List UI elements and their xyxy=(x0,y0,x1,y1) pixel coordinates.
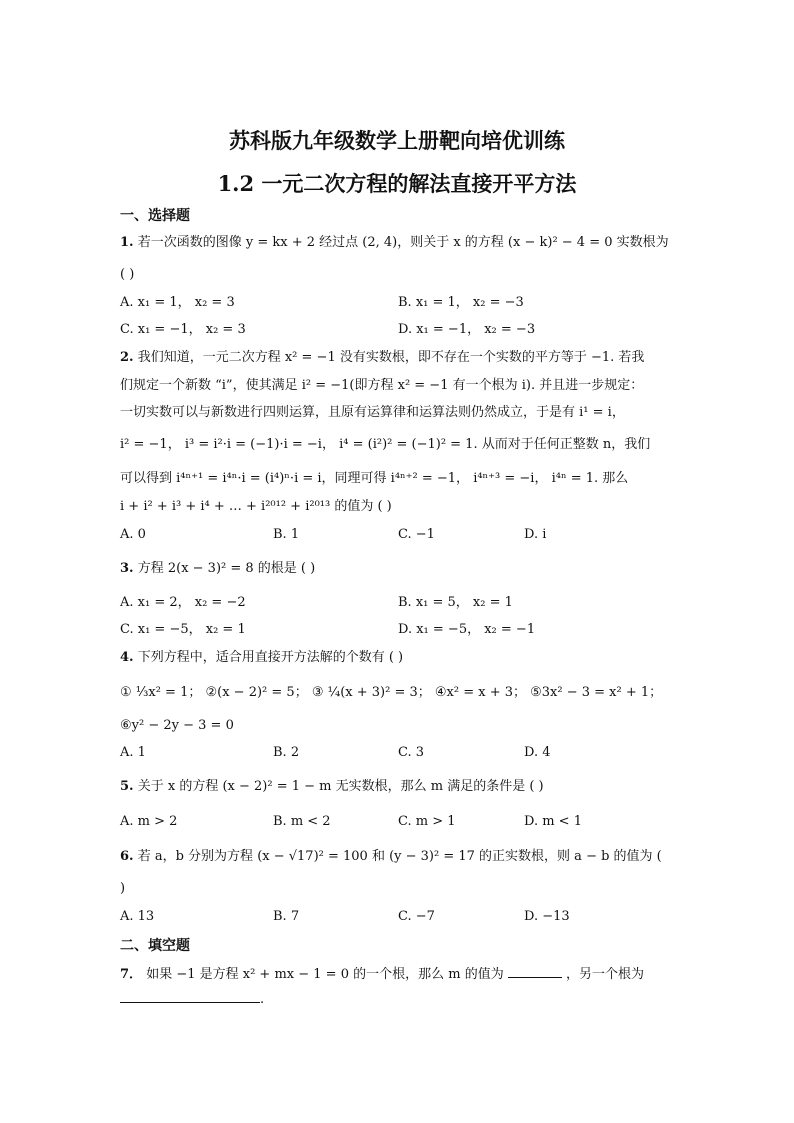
q3-option-b[interactable]: B. x₁ = 5， x₂ = 1 xyxy=(398,595,513,610)
q7-stem xyxy=(120,965,644,981)
q3-number: 3. xyxy=(120,561,134,576)
doc-subtitle: 1.2 一元二次方程的解法直接开平方法 xyxy=(217,171,577,196)
q7-text-a: 如果 −1 是方程 x² + mx − 1 = 0 的一个根，那么 m 的值为 xyxy=(146,967,504,982)
q2-option-d[interactable]: D. i xyxy=(524,527,547,542)
q6-option-c[interactable]: C. −7 xyxy=(398,909,435,924)
q1-option-c[interactable]: C. x₁ = −1， x₂ = 3 xyxy=(120,322,246,337)
q7-number: 7． xyxy=(120,967,143,982)
q2-number: 2. xyxy=(120,350,134,365)
q5-stem xyxy=(120,780,544,793)
q6-number: 6. xyxy=(120,849,134,864)
q4-option-b[interactable]: B. 2 xyxy=(273,745,300,760)
q2-option-a[interactable]: A. 0 xyxy=(120,527,146,542)
q5-option-c[interactable]: C. m > 1 xyxy=(398,814,456,829)
q2-stem-3: 一切实数可以与新数进行四则运算，且原有运算律和运算法则仍然成立，于是有 i¹ = i， xyxy=(120,405,625,420)
q1-option-d[interactable]: D. x₁ = −1， x₂ = −3 xyxy=(398,322,536,337)
q1-number: 1. xyxy=(120,235,134,250)
q2-stem-1 xyxy=(120,351,644,364)
q6-text: 若 a，b 分别为方程 (x − √17)² = 100 和 (y − 3)² = 17 的正实数根，则 a − b 的值为 ( xyxy=(137,849,662,864)
q6-stem xyxy=(120,850,662,863)
q3-option-a[interactable]: A. x₁ = 2， x₂ = −2 xyxy=(120,595,246,610)
q4-stem xyxy=(120,651,403,664)
q2-stem-5: 可以得到 i⁴ⁿ⁺¹ = i⁴ⁿ·i = (i⁴)ⁿ·i = i，同理可得 i⁴ⁿ⁺² = −1， i⁴ⁿ⁺³ = −i， i⁴ⁿ = 1. 那么 xyxy=(120,471,629,486)
q3-option-c[interactable]: C. x₁ = −5， x₂ = 1 xyxy=(120,622,246,637)
q7-end: . xyxy=(260,992,265,1007)
q5-option-b[interactable]: B. m < 2 xyxy=(273,814,331,829)
q4-number: 4. xyxy=(120,650,134,665)
q2-stem-4: i² = −1， i³ = i²·i = (−1)·i = −i， i⁴ = (i²)² = (−1)² = 1. 从而对于任何正整数 n，我们 xyxy=(120,437,651,452)
q1-option-b[interactable]: B. x₁ = 1， x₂ = −3 xyxy=(398,295,524,310)
q5-option-a[interactable]: A. m > 2 xyxy=(120,814,178,829)
q4-text: 下列方程中，适合用直接开方法解的个数有 ( ) xyxy=(137,650,404,665)
q7-blank-m[interactable] xyxy=(508,965,562,978)
q7-blank-root[interactable] xyxy=(120,990,260,1003)
q6-paren: ) xyxy=(120,881,126,896)
q7-text-b: ，另一个根为 xyxy=(565,967,644,982)
q6-option-a[interactable]: A. 13 xyxy=(120,909,155,924)
q5-option-d[interactable]: D. m < 1 xyxy=(524,814,582,829)
q6-option-d[interactable]: D. −13 xyxy=(524,909,570,924)
doc-title: 苏科版九年级数学上册靶向培优训练 xyxy=(229,128,565,153)
q4-option-d[interactable]: D. 4 xyxy=(524,745,551,760)
q4-option-a[interactable]: A. 1 xyxy=(120,745,146,760)
q3-option-d[interactable]: D. x₁ = −5， x₂ = −1 xyxy=(398,622,536,637)
q2-text-1: 我们知道，一元二次方程 x² = −1 没有实数根，即不存在一个实数的平方等于 −1. 若我 xyxy=(137,350,645,365)
q2-stem-6: i + i² + i³ + i⁴ + … + i²⁰¹² + i²⁰¹³ 的值为 ( ) xyxy=(120,499,392,514)
q3-text: 方程 2(x − 3)² = 8 的根是 ( ) xyxy=(137,561,316,576)
q1-option-a[interactable]: A. x₁ = 1， x₂ = 3 xyxy=(120,295,235,310)
q2-stem-2: 们规定一个新数 “i”，使其满足 i² = −1(即方程 x² = −1 有一个根为 i). 并且进一步规定： xyxy=(120,378,644,393)
q4-option-c[interactable]: C. 3 xyxy=(398,745,425,760)
q2-option-b[interactable]: B. 1 xyxy=(273,527,300,542)
q4-items-1: ① ⅓x² = 1； ②(x − 2)² = 5； ③ ¼(x + 3)² = 3； ④x² = x + 3； ⑤3x² − 3 = x² + 1； xyxy=(120,685,663,700)
q3-stem xyxy=(120,562,315,575)
q7-line2 xyxy=(120,990,264,1006)
q1-stem xyxy=(120,236,669,249)
q2-option-c[interactable]: C. −1 xyxy=(398,527,435,542)
section-fill: 二、填空题 xyxy=(120,938,190,954)
q4-items-2: ⑥y² − 2y − 3 = 0 xyxy=(120,718,234,733)
q1-text: 若一次函数的图像 y = kx + 2 经过点 (2, 4)，则关于 x 的方程 (x − k)² − 4 = 0 实数根为 xyxy=(137,235,669,250)
q5-text: 关于 x 的方程 (x − 2)² = 1 − m 无实数根，那么 m 满足的条件是 ( ) xyxy=(137,779,544,794)
q1-paren: ( ) xyxy=(120,267,135,282)
section-choice: 一、选择题 xyxy=(120,208,190,224)
q6-option-b[interactable]: B. 7 xyxy=(273,909,300,924)
q5-number: 5. xyxy=(120,779,134,794)
